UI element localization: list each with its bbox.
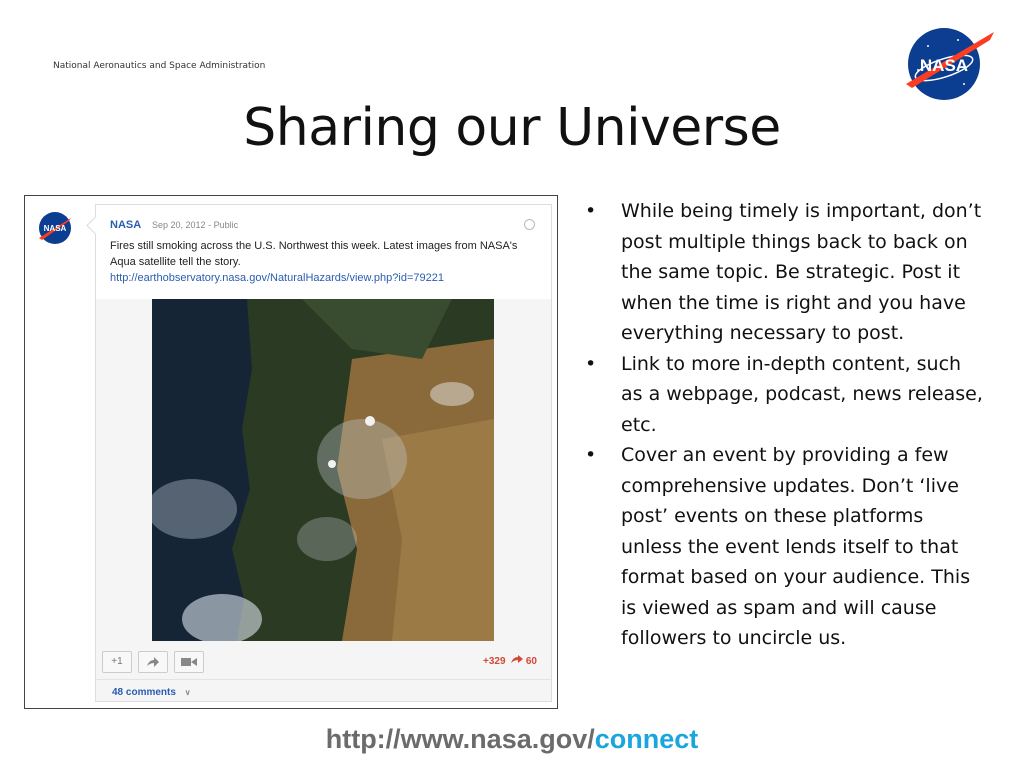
post-text: Fires still smoking across the U.S. Northwest this week. Latest images from NASA's Aqua satellite tell the story. (110, 240, 518, 268)
post-menu-icon[interactable] (524, 219, 535, 230)
share-count[interactable]: 60 (525, 656, 537, 667)
post-divider (96, 679, 551, 680)
reshare-icon (511, 655, 523, 664)
bullet-events: • Cover an event by providing a few comprehensive updates. Don’t ‘live post’ events on these platforms unless the event lends itself to that format based on your audience. This is viewed as spam and will cause followers to uncircle us. (579, 440, 984, 654)
post-meta: Sep 20, 2012 - Public (152, 220, 239, 230)
slide-title: Sharing our Universe (243, 98, 781, 158)
svg-text:NASA: NASA (43, 224, 67, 233)
plus-one-button[interactable]: +1 (102, 651, 132, 673)
share-icon (146, 657, 160, 667)
share-button[interactable] (138, 651, 168, 673)
social-post-screenshot (24, 195, 558, 709)
post-link[interactable]: http://earthobservatory.nasa.gov/NaturalHazards/view.php?id=79221 (110, 272, 444, 284)
bullet-timing: • While being timely is important, don’t post multiple things back to back on the same topic. Be strategic. Post it when the time is right and you have everything necessary to post. (579, 196, 984, 349)
hangout-button[interactable] (174, 651, 204, 673)
comments-label: 48 comments (112, 687, 176, 698)
nasa-logo (898, 26, 998, 102)
post-visibility: Public (213, 220, 239, 230)
post-date[interactable]: Sep 20, 2012 (152, 220, 206, 230)
nasa-avatar (37, 210, 73, 246)
post-stats (483, 655, 537, 667)
chevron-down-icon: ∨ (184, 688, 191, 697)
video-icon (181, 657, 197, 667)
plus-count[interactable]: +329 (483, 656, 506, 667)
post-author[interactable]: NASA (110, 219, 142, 231)
footer-url-base: http://www.nasa.gov/ (325, 724, 595, 754)
post-header (96, 205, 551, 299)
satellite-image[interactable] (152, 299, 494, 641)
post-card (95, 204, 552, 702)
guidelines-list (579, 196, 984, 654)
comments-link[interactable] (112, 687, 191, 698)
footer-url[interactable] (0, 724, 1024, 755)
footer-url-path: connect (594, 724, 699, 754)
org-name: National Aeronautics and Space Administration (53, 61, 266, 71)
svg-text:NASA: NASA (919, 56, 969, 75)
bullet-links: • Link to more in-depth content, such as a webpage, podcast, news release, etc. (579, 349, 984, 441)
